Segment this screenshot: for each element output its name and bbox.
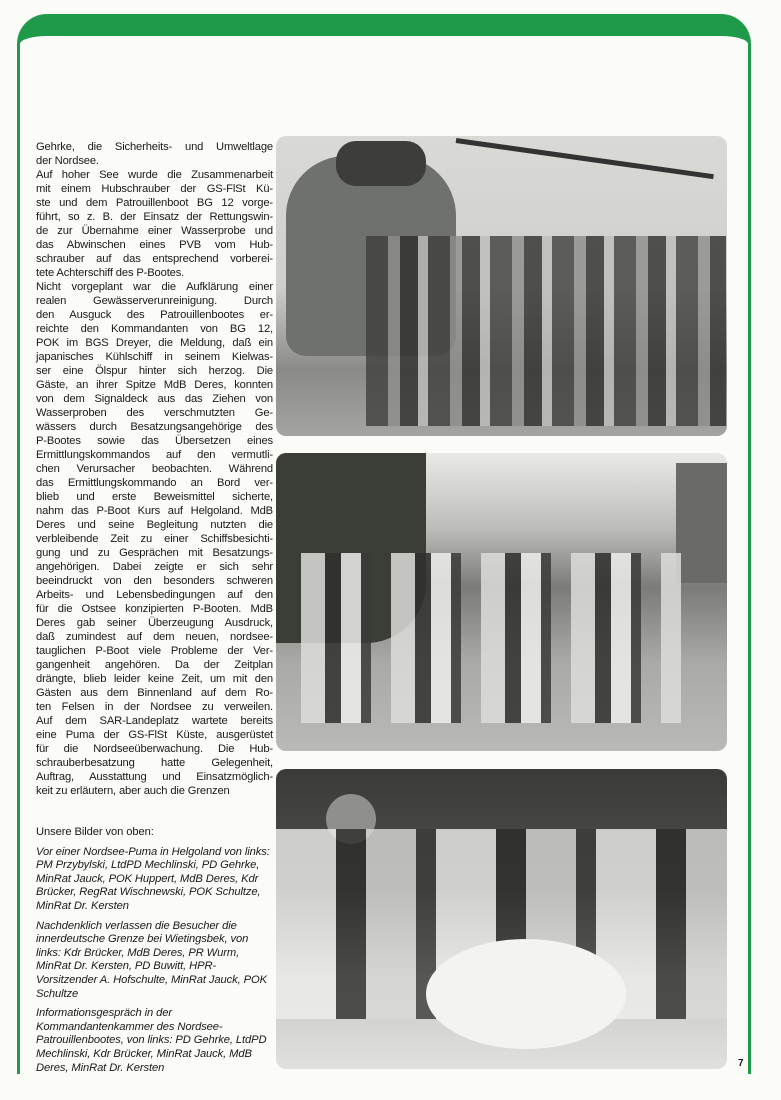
article-line: reichte den Kommandanten von BG 12,: [36, 323, 273, 335]
article-line: verbleibende Zeit zu einer Schiffsbesichti-: [36, 533, 273, 545]
article-line: der Nordsee.: [36, 155, 99, 167]
article-line: Gehrke, die Sicherheits- und Umweltlage: [36, 141, 273, 153]
article-line: das Ermittlungskommando an Bord ver-: [36, 477, 273, 489]
article-line: Ermittlungskommandos auf den vermutli-: [36, 449, 273, 461]
article-line: Gästen aus dem Binnenland auf dem Ro-: [36, 687, 273, 699]
article-line: wässers durch Besatzungsangehörige des: [36, 421, 273, 433]
article-line: gangenheit angehören. Da der Zeitplan: [36, 659, 273, 671]
caption-3: Informationsgespräch in der Kommandantenkammer des Nordsee-Patrouillenbootes, von links: PD Gehrke, LtdPD Mechlinski, Kdr Brücker, MinRat Jauck, MdB Deres, MinRat Dr. Kersten: [36, 1007, 267, 1074]
article-body: [36, 140, 273, 798]
article-line: tete Achterschiff des P-Bootes.: [36, 267, 185, 279]
article-line: japanisches Kühlschiff in seinem Kielwas-: [36, 351, 273, 363]
article-line: Auftrag, Ausstattung und Einsatzmöglich-: [36, 771, 273, 783]
article-line: Wasserproben des verschmutzten Ge-: [36, 407, 273, 419]
article-line: von dem Signaldeck aus das Ziehen von: [36, 393, 273, 405]
article-line: für die Ostsee konzipierten P-Booten. MdB: [36, 603, 273, 615]
article-line: Deres und seine Begleitung nutzten die: [36, 519, 273, 531]
caption-2: Nachdenklich verlassen die Besucher die innerdeutsche Grenze bei Wietingsbek, von links: Kdr Brücker, MdB Deres, PR Wurm, MinRat Dr. Kersten, PD Buwitt, HPR-Vorsitzender A. Hofschulte, MinRat Jauck, POK Schultze: [36, 919, 267, 1000]
article-line: Gäste, an ihrer Spitze MdB Deres, konnten: [36, 379, 273, 391]
article-line: Arbeits- und Lebensbedingungen auf den: [36, 589, 273, 601]
photo-captions: [36, 826, 273, 1081]
photo-helicopter-group: [276, 136, 727, 436]
article-line: nahm das P-Boot Kurs auf Helgoland. MdB: [36, 505, 273, 517]
article-line: schrauberbesatzung hatte Gelegenheit,: [36, 757, 273, 769]
article-line: Auf dem SAR-Landeplatz wartete bereits: [36, 715, 273, 727]
photo-commander-cabin: [276, 769, 727, 1069]
article-line: beeindruckt von den besonders schweren: [36, 575, 273, 587]
photo-border-walk: [276, 453, 727, 751]
article-line: eine Puma der GS-FlSt Küste, ausgerüstet: [36, 729, 273, 741]
article-line: führt, so z. B. der Einsatz der Rettungswin-: [36, 211, 273, 223]
article-line: für die Nordseeüberwachung. Die Hub-: [36, 743, 273, 755]
article-line: Auf hoher See wurde die Zusammenarbeit: [36, 169, 273, 181]
article-line: mit einem Hubschrauber der GS-FlSt Kü-: [36, 183, 273, 195]
article-line: drängte, blieb leider keine Zeit, um mit den: [36, 673, 273, 685]
article-line: das Abwinschen eines PVB vom Hub-: [36, 239, 273, 251]
article-line: chen Verursacher beobachten. Während: [36, 463, 273, 475]
article-line: gung und zu Gesprächen mit Besatzungs-: [36, 547, 273, 559]
article-line: ste und dem Patrouillenboot BG 12 vorge-: [36, 197, 273, 209]
article-line: den Ausguck des Patrouillenbootes er-: [36, 309, 273, 321]
article-line: ser eine Ölspur hinter sich herzog. Die: [36, 365, 273, 377]
article-line: P-Bootes sowie das Übersetzen eines: [36, 435, 273, 447]
article-line: de zur Übernahme einer Wasserprobe und: [36, 225, 273, 237]
article-line: ten Felsen in der Nordsee zu verweilen.: [36, 701, 273, 713]
article-line: daß zumindest auf dem neuen, nordsee-: [36, 631, 273, 643]
article-line: tauglichen P-Boot viele Probleme der Ver-: [36, 645, 273, 657]
article-line: Deres gab seiner Überzeugung Ausdruck,: [36, 617, 273, 629]
article-line: realen Gewässerverunreinigung. Durch: [36, 295, 273, 307]
article-line: schrauber auf das entsprechend vorberei-: [36, 253, 273, 265]
article-line: keit zu erläutern, aber auch die Grenzen: [36, 785, 230, 797]
article-line: POK im BGS Dreyer, die Meldung, daß ein: [36, 337, 273, 349]
caption-1: Vor einer Nordsee-Puma in Helgoland von links: PM Przybylski, LtdPD Mechlinski, PD Gehrke, MinRat Jauck, POK Huppert, MdB Deres, Kdr Brücker, RegRat Wischnewski, POK Schultze, MinRat Dr. Kersten: [36, 845, 270, 912]
captions-heading: Unsere Bilder von oben:: [36, 826, 154, 838]
article-line: blieb und erste Beweismittel sicherte,: [36, 491, 273, 503]
article-line: angehörigen. Dabei zeigte er sich sehr: [36, 561, 273, 573]
page-number: 7: [738, 1058, 744, 1069]
article-line: Nicht vorgeplant war die Aufklärung einer: [36, 281, 273, 293]
